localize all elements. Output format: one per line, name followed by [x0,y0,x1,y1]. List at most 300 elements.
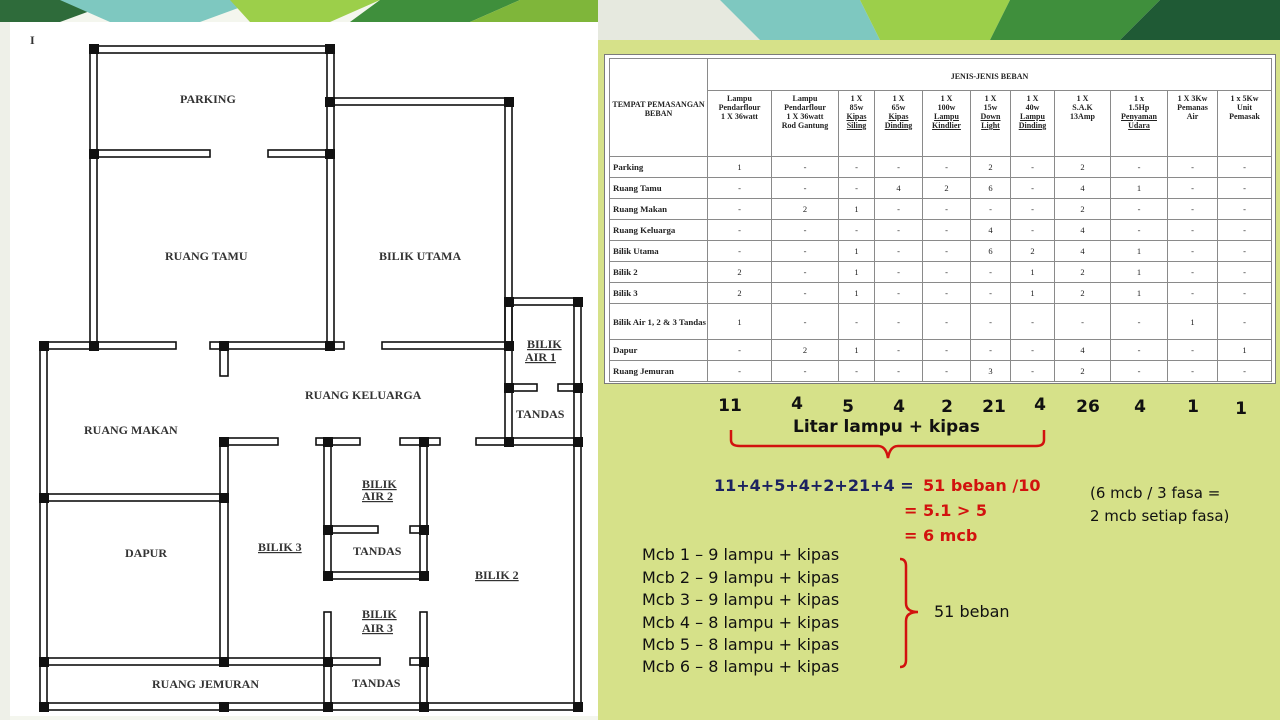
mcb-line: Mcb 5 – 8 lampu + kipas [642,635,840,654]
value-cell: - [1218,178,1272,199]
value-cell: - [839,178,875,199]
load-type-header-line: Kipas [888,112,909,121]
value-cell: 1 [1111,241,1168,262]
value-cell: 2 [772,340,839,361]
location-cell: Dapur [610,340,708,361]
value-cell: - [875,241,923,262]
wall [476,438,581,445]
column-total: 4 [1034,395,1046,415]
column [504,297,514,307]
load-type-header-line: Lampu [1020,112,1045,121]
location-cell: Bilik Air 1, 2 & 3 Tandas [610,304,708,340]
location-cell: Bilik Utama [610,241,708,262]
column [504,341,514,351]
mcb-brace [898,556,938,670]
column [89,341,99,351]
load-type-header-line: Siling [846,121,867,130]
column [219,657,229,667]
load-type-header-line: Pemasak [1229,112,1260,121]
phase-note-line-1: (6 mcb / 3 fasa = [1090,484,1221,502]
value-cell: 2 [1055,262,1111,283]
wall [327,46,334,346]
load-type-header-line: 1 X [1076,94,1089,103]
load-type-header-line: 1 X [850,94,863,103]
room-label-bilik-air-1: BILIK [527,337,562,351]
column-header-row [610,91,1272,157]
column [39,341,49,351]
value-cell: - [1055,304,1111,340]
load-type-header [1011,91,1055,157]
location-cell: Ruang Makan [610,199,708,220]
value-cell: - [1011,340,1055,361]
column [323,437,333,447]
brace-path [731,430,1044,458]
load-type-header-line: Dinding [1018,121,1047,130]
value-cell: 6 [971,178,1011,199]
load-type-header-line: Rod Gantung [781,121,829,130]
room-label-ruang-jemuran: RUANG JEMURAN [152,677,259,691]
value-cell: - [839,157,875,178]
value-cell: 1 [839,241,875,262]
room-label-dapur: DAPUR [125,546,167,560]
value-cell: - [708,178,772,199]
value-cell: - [772,157,839,178]
column [219,437,229,447]
value-cell: - [1011,178,1055,199]
column [39,702,49,712]
load-type-header-line: 1 X [892,94,905,103]
location-cell: Parking [610,157,708,178]
column [323,657,333,667]
column [573,437,583,447]
value-cell: - [708,220,772,241]
load-type-header-line: Lampu [934,112,959,121]
value-cell: - [839,220,875,241]
load-type-header-line: 1 X 36watt [721,112,758,121]
load-type-header-line: Kindlier [932,121,961,130]
location-cell: Ruang Keluarga [610,220,708,241]
value-cell: - [1011,361,1055,382]
room-label-bilik-3: BILIK 3 [258,540,302,554]
value-cell: - [875,283,923,304]
value-cell: - [1168,178,1218,199]
column-total: 26 [1076,397,1100,417]
location-cell: Bilik 3 [610,283,708,304]
wall [505,298,512,444]
equation-step-2: = 5.1 > 5 [904,501,987,520]
wall [40,342,176,349]
value-cell: 1 [708,157,772,178]
wall [210,342,344,349]
column [419,571,429,581]
value-cell: 2 [1055,361,1111,382]
equation-step-3: = 6 mcb [904,526,978,545]
equation-right: 51 beban /10 [923,476,1041,495]
wall [268,150,334,157]
value-cell: - [923,340,971,361]
value-cell: - [1218,304,1272,340]
column [325,341,335,351]
table-row [610,283,1272,304]
value-cell: - [971,262,1011,283]
room-label-tandas-2: TANDAS [353,544,402,558]
value-cell: 1 [708,304,772,340]
table-body [610,157,1272,382]
wall [40,658,226,665]
value-cell: 2 [1055,157,1111,178]
load-type-header [875,91,923,157]
value-cell: - [1218,361,1272,382]
value-cell: - [1168,262,1218,283]
column [219,341,229,351]
value-cell: - [923,220,971,241]
column [419,702,429,712]
mcb-line: Mcb 2 – 9 lampu + kipas [642,568,840,587]
value-cell: - [971,304,1011,340]
wall [382,342,512,349]
load-type-header-line: Air [1186,112,1199,121]
room-label-bilik-air-2: AIR 2 [362,489,394,503]
value-cell: - [875,361,923,382]
value-cell: 1 [1111,262,1168,283]
value-cell: - [1218,283,1272,304]
load-type-header [1168,91,1218,157]
load-type-header-line: Pemanas [1177,103,1208,112]
room-label-bilik-air-3: AIR 3 [362,621,394,635]
wall [327,98,509,105]
value-cell: - [923,283,971,304]
value-cell: - [875,220,923,241]
value-cell: - [923,157,971,178]
column [504,97,514,107]
wall [316,438,360,445]
load-type-header-line: 1 x [1134,94,1144,103]
value-cell: - [1111,304,1168,340]
room-label-tandas-1: TANDAS [516,407,565,421]
value-cell: 4 [875,178,923,199]
value-cell: - [875,157,923,178]
load-type-header [1055,91,1111,157]
value-cell: - [708,199,772,220]
wall [505,298,581,305]
value-cell: - [923,241,971,262]
column-total: 4 [1134,397,1146,417]
value-cell: - [772,262,839,283]
column [219,702,229,712]
value-cell: - [923,304,971,340]
value-cell: 1 [1218,340,1272,361]
load-type-header [772,91,839,157]
column [419,525,429,535]
value-cell: 2 [923,178,971,199]
value-cell: - [1111,340,1168,361]
column [325,149,335,159]
load-type-header-line: Udara [1128,121,1150,130]
value-cell: 1 [1111,283,1168,304]
value-cell: - [923,262,971,283]
value-cell: - [772,220,839,241]
table-row [610,178,1272,199]
value-cell: - [839,304,875,340]
value-cell: - [1011,199,1055,220]
load-type-header-line: Light [981,121,1000,130]
wall [40,342,47,710]
column [504,383,514,393]
load-type-header [923,91,971,157]
phase-note-line-2: 2 mcb setiap fasa) [1090,507,1230,525]
load-type-header [839,91,875,157]
load-type-header-line: 100w [937,103,956,112]
wall [90,150,210,157]
value-cell: 1 [1168,304,1218,340]
value-cell: - [1168,220,1218,241]
value-cell: - [875,304,923,340]
value-cell: - [708,361,772,382]
value-cell: - [772,178,839,199]
table-row [610,157,1272,178]
value-cell: 1 [839,340,875,361]
value-cell: - [971,199,1011,220]
load-type-header-line: 85w [849,103,864,112]
value-cell: 3 [971,361,1011,382]
load-type-header-line: 1 X [940,94,953,103]
column [89,44,99,54]
room-label-tandas-3: TANDAS [352,676,401,690]
load-type-header-line: Penyaman [1121,112,1157,121]
load-type-header-line: Pendarflour [718,103,761,112]
table-row [610,199,1272,220]
value-cell: 2 [1055,199,1111,220]
column [419,657,429,667]
value-cell: - [772,361,839,382]
value-cell: 1 [839,262,875,283]
column [89,149,99,159]
load-type-header-line: Pendarflour [784,103,826,112]
location-cell: Bilik 2 [610,262,708,283]
column [573,702,583,712]
column [39,657,49,667]
location-header: TEMPAT PEMASANGAN BEBAN [610,59,708,157]
room-label-ruang-keluarga: RUANG KELUARGA [305,388,422,402]
wall [574,298,581,710]
room-label-bilik-air-3: BILIK [362,607,397,621]
table-row [610,361,1272,382]
load-type-header-line: Lampu [727,94,752,103]
value-cell: - [1168,361,1218,382]
column [419,437,429,447]
load-type-header-line: Lampu [792,94,818,103]
brace [728,428,1048,468]
table-row [610,262,1272,283]
load-type-header-line: 1 X [984,94,997,103]
floor-plan-panel [10,22,598,716]
value-cell: - [1111,199,1168,220]
room-label-parking: PARKING [180,92,236,106]
value-cell: 1 [1011,283,1055,304]
column-total: 4 [791,394,803,414]
load-type-header [971,91,1011,157]
column [573,383,583,393]
value-cell: - [708,241,772,262]
load-type-header [708,91,772,157]
column-total: 5 [842,397,854,417]
load-table [609,58,1272,382]
corner-mark: I [30,33,35,47]
load-type-header-line: Dinding [884,121,913,130]
value-cell: - [875,199,923,220]
wall [420,438,427,578]
table-row [610,220,1272,241]
column [573,297,583,307]
load-type-header-line: 40w [1025,103,1040,112]
value-cell: - [1218,220,1272,241]
table-row [610,340,1272,361]
value-cell: - [839,361,875,382]
value-cell: - [772,241,839,262]
load-type-header-line: 15w [983,103,998,112]
equation-left: 11+4+5+4+2+21+4 = [714,476,914,495]
column-total: 1 [1235,399,1247,419]
value-cell: - [1218,262,1272,283]
value-cell: - [875,262,923,283]
value-cell: - [1218,199,1272,220]
load-table-frame [604,54,1276,384]
load-type-header-line: 65w [891,103,906,112]
load-type-header-line: 13Amp [1070,112,1095,121]
load-type-header-line: Unit [1236,103,1253,112]
deco-shape [860,0,1010,40]
value-cell: 1 [839,283,875,304]
value-cell: 1 [839,199,875,220]
value-cell: - [772,304,839,340]
load-type-header-line: Kipas [846,112,867,121]
value-cell: - [875,340,923,361]
room-label-bilik-air-2: BILIK [362,477,397,491]
room-label-bilik-air-1: AIR 1 [525,350,557,364]
load-types-header: JENIS-JENIS BEBAN [708,59,1272,91]
value-cell: - [1168,157,1218,178]
load-type-header-line: S.A.K [1072,103,1093,112]
column [323,702,333,712]
column [504,437,514,447]
bracket-label: Litar lampu + kipas [793,417,980,437]
value-cell: - [1011,220,1055,241]
room-label-ruang-makan: RUANG MAKAN [84,423,178,437]
value-cell: - [971,340,1011,361]
value-cell: - [1111,157,1168,178]
wall [90,46,334,53]
wall [505,98,512,346]
floor-plan [10,22,598,716]
value-cell: 2 [1011,241,1055,262]
wall [40,703,581,710]
value-cell: 2 [971,157,1011,178]
value-cell: - [923,361,971,382]
table-row [610,304,1272,340]
column [325,97,335,107]
value-cell: 2 [772,199,839,220]
mcb-brace-path [900,559,918,667]
value-cell: - [708,340,772,361]
value-cell: - [1218,241,1272,262]
mcb-line: Mcb 6 – 8 lampu + kipas [642,657,840,676]
column [323,571,333,581]
deco-shape [60,0,260,22]
location-cell: Ruang Jemuran [610,361,708,382]
value-cell: 4 [1055,241,1111,262]
value-cell: 1 [1111,178,1168,199]
load-type-header-line: 1 x 5Kw [1230,94,1259,103]
value-cell: - [1111,220,1168,241]
value-cell: 4 [971,220,1011,241]
value-cell: 1 [1011,262,1055,283]
value-cell: - [1168,199,1218,220]
column-total: 1 [1187,397,1199,417]
value-cell: 4 [1055,178,1111,199]
load-type-header-line: 1 X 3Kw [1177,94,1208,103]
value-cell: 4 [1055,340,1111,361]
wall [220,438,228,664]
value-cell: 4 [1055,220,1111,241]
mcb-total: 51 beban [934,602,1010,621]
value-cell: - [923,199,971,220]
load-calculation-panel [598,40,1280,720]
value-cell: - [1011,157,1055,178]
table-row [610,241,1272,262]
load-type-header-line: 1 X 36watt [786,112,824,121]
value-cell: - [1168,241,1218,262]
wall [324,572,427,579]
value-cell: - [1218,157,1272,178]
wall [40,494,226,501]
value-cell: - [971,283,1011,304]
column-total: 11 [718,396,742,416]
room-label-bilik-utama: BILIK UTAMA [379,249,462,263]
mcb-line: Mcb 3 – 9 lampu + kipas [642,590,840,609]
value-cell: 2 [708,262,772,283]
mcb-line: Mcb 4 – 8 lampu + kipas [642,613,840,632]
column [219,493,229,503]
column-total: 21 [982,397,1006,417]
column [39,493,49,503]
room-label-ruang-tamu: RUANG TAMU [165,249,248,263]
location-cell: Ruang Tamu [610,178,708,199]
wall [220,658,380,665]
column [325,44,335,54]
load-type-header-line: 1.5Hp [1128,103,1150,112]
wall [324,438,331,578]
column-total: 2 [941,397,953,417]
load-type-header-line: Down [980,112,1001,121]
column [323,525,333,535]
value-cell: - [1168,283,1218,304]
wall [90,46,97,346]
room-label-bilik-2: BILIK 2 [475,568,519,582]
load-type-header [1218,91,1272,157]
value-cell: - [1011,304,1055,340]
value-cell: 2 [708,283,772,304]
load-type-header [1111,91,1168,157]
column-total: 4 [893,397,905,417]
deco-shape [0,22,10,720]
value-cell: 2 [1055,283,1111,304]
mcb-line: Mcb 1 – 9 lampu + kipas [642,545,840,564]
value-cell: - [1111,361,1168,382]
value-cell: 6 [971,241,1011,262]
load-type-header-line: 1 X [1026,94,1039,103]
value-cell: - [772,283,839,304]
value-cell: - [1168,340,1218,361]
